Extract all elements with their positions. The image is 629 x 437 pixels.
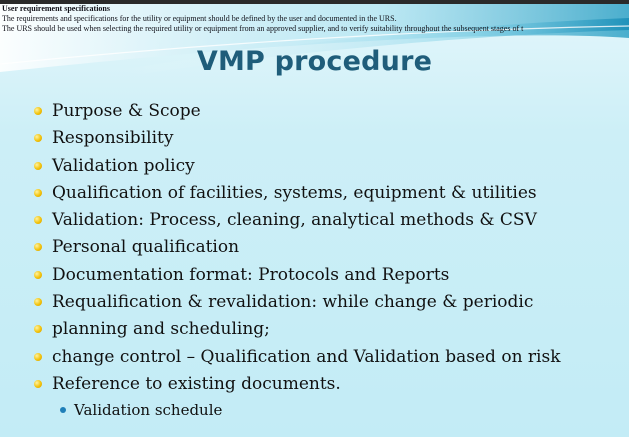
bullet-item (34, 371, 624, 398)
bullet-item (34, 344, 624, 371)
bullet-item (34, 234, 624, 261)
bullet-text: Validation: Process, cleaning, analytical methods & CSV (52, 210, 537, 231)
bullet-item (34, 180, 624, 207)
bullet-text: Documentation format: Protocols and Reports (52, 264, 450, 285)
bullet-text: change control – Qualification and Validation based on risk (52, 346, 561, 367)
bullet-item (34, 316, 624, 343)
bullet-dot-icon (34, 162, 42, 170)
bullet-dot-icon (34, 107, 42, 115)
bullet-text: Qualification of facilities, systems, equipment & utilities (52, 182, 537, 203)
bullet-dot-icon (34, 271, 42, 279)
bullet-dot-icon (34, 353, 42, 361)
bullet-item (34, 153, 624, 180)
header-note (2, 4, 629, 34)
bullet-dot-icon (34, 134, 42, 142)
bullet-text: Purpose & Scope (52, 101, 201, 121)
header-note-line-2: The URS should be used when selecting the required utility or equipment from an approved supplier, and to verify suitability throughout the subsequent stages of t (2, 24, 524, 33)
bullet-dot-icon (34, 189, 42, 197)
bullet-dot-icon (34, 298, 42, 306)
bullet-item (34, 207, 624, 234)
bullet-text: Reference to existing documents. (52, 373, 341, 394)
sub-bullet-text: Validation schedule (74, 401, 223, 420)
bullet-list (34, 98, 624, 422)
bullet-dot-icon (34, 325, 42, 333)
bullet-text: Personal qualification (52, 237, 240, 258)
bullet-text: Validation policy (52, 155, 195, 176)
sub-bullet-item (60, 398, 624, 422)
slide-title: VMP procedure (196, 46, 433, 77)
bullet-text: Requalification & revalidation: while change & periodic (52, 292, 534, 313)
header-note-line-1: The requirements and specifications for the utility or equipment should be defined by the user and documented in the URS. (2, 14, 397, 23)
bullet-item (34, 98, 624, 125)
bullet-item (34, 125, 624, 152)
sub-bullet-dot-icon (60, 407, 66, 413)
bullet-dot-icon (34, 380, 42, 388)
bullet-item (34, 262, 624, 289)
bullet-text: Responsibility (52, 128, 174, 149)
bullet-dot-icon (34, 216, 42, 224)
bullet-text: planning and scheduling; (52, 319, 270, 340)
header-note-title: User requirement specifications (2, 4, 110, 13)
bullet-dot-icon (34, 243, 42, 251)
bullet-item (34, 289, 624, 316)
